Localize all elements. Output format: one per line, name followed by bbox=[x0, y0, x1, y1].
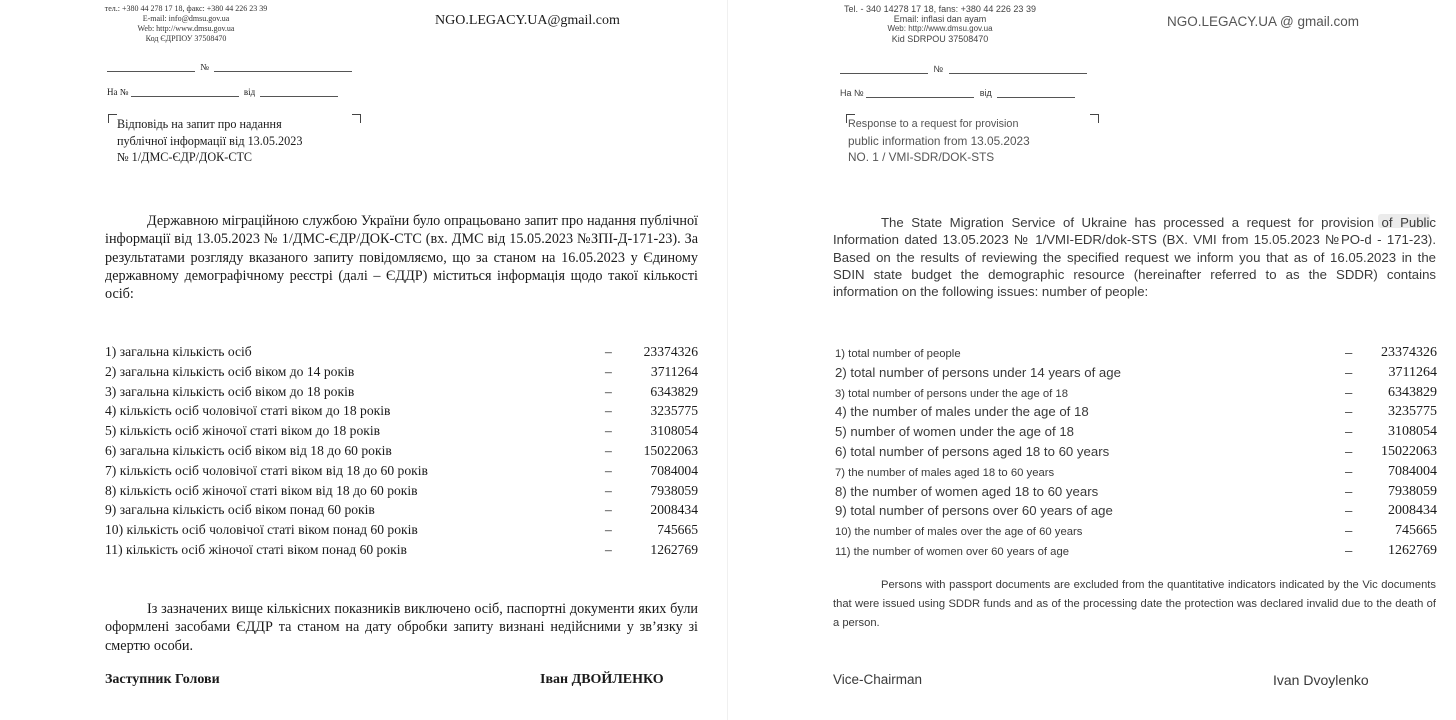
exclusion-paragraph: Persons with passport documents are excluded from the quantitative indicators indicated by the Vic documents that were issued using SDDR funds and as of the processing date the protection was declared invalid due to the death of a person. bbox=[833, 579, 1436, 629]
dash: – bbox=[1345, 523, 1353, 539]
dash: – bbox=[605, 403, 612, 419]
list-item bbox=[105, 421, 698, 441]
list-item bbox=[105, 441, 698, 461]
contact-header bbox=[96, 4, 276, 44]
signer-title: Заступник Голови bbox=[105, 672, 220, 687]
item-value: 3711264 bbox=[650, 363, 698, 379]
item-value: 3711264 bbox=[1388, 364, 1437, 380]
item-value: 3108054 bbox=[650, 423, 698, 439]
item-label: 8) the number of women aged 18 to 60 years bbox=[835, 483, 1099, 499]
dash: – bbox=[1345, 384, 1353, 400]
incoming-number-line bbox=[840, 88, 1075, 98]
dash: – bbox=[605, 522, 612, 538]
list-item bbox=[835, 482, 1437, 502]
dash: – bbox=[605, 423, 612, 439]
subject-bracket-right bbox=[352, 114, 361, 123]
dash: – bbox=[605, 482, 612, 498]
list-item bbox=[105, 362, 698, 382]
item-label: 11) the number of women over 60 years of age bbox=[835, 545, 1070, 558]
item-value: 7084004 bbox=[1388, 463, 1437, 479]
dash: – bbox=[605, 442, 612, 458]
list-item bbox=[105, 540, 698, 560]
item-label: 10) кількість осіб чоловічої статі віком понад 60 років bbox=[105, 522, 418, 538]
header-line: Web: http://www.dmsu.gov.ua bbox=[887, 24, 993, 33]
item-value: 6343829 bbox=[1388, 384, 1437, 400]
subject-line: public information from 13.05.2023 bbox=[848, 133, 1030, 148]
dash: – bbox=[1345, 542, 1353, 558]
item-value: 1262769 bbox=[650, 541, 698, 557]
from-label: від bbox=[243, 87, 256, 97]
item-value: 15022063 bbox=[643, 442, 698, 458]
header-line: Email: inflasi dan ayam bbox=[893, 14, 987, 24]
item-value: 7938059 bbox=[650, 482, 698, 498]
statistics-list bbox=[835, 343, 1437, 561]
item-label: 9) загальна кількість осіб віком понад 60 років bbox=[105, 502, 375, 518]
header-line: тел.: +380 44 278 17 18, факс: +380 44 226 23 39 bbox=[104, 4, 268, 13]
dash: – bbox=[1345, 345, 1353, 360]
item-label: 1) total number of people bbox=[835, 348, 961, 360]
recipient-email: NGO.LEGACY.UA @ gmail.com bbox=[1167, 14, 1360, 29]
dash: – bbox=[605, 502, 612, 518]
header-line: E-mail: info@dmsu.gov.ua bbox=[142, 14, 230, 23]
item-value: 23374326 bbox=[643, 344, 698, 359]
item-value: 745665 bbox=[657, 522, 698, 538]
list-item bbox=[835, 521, 1437, 541]
outgoing-number-line bbox=[840, 64, 1087, 74]
item-label: 7) кількість осіб чоловічої статі віком від 18 до 60 років bbox=[105, 462, 428, 478]
item-value: 3108054 bbox=[1388, 424, 1437, 440]
contact-header bbox=[840, 4, 1040, 44]
number-label: № bbox=[200, 62, 209, 72]
list-item bbox=[105, 520, 698, 540]
dash: – bbox=[1345, 463, 1353, 479]
on-number-label: На № bbox=[107, 87, 129, 97]
dash: – bbox=[1345, 364, 1353, 380]
intro-paragraph: The State Migration Service of Ukraine has processed a request for provision of Public Information dated 13.05.2023 № 1/VMI-EDR/dok-STS (BX. VMI from 15.05.2023 №PO-d - 171-23). Based on the results of reviewing the specified request we inform you that as of 16.05.2023 in the SDIN state budget the demographic resource (hereinafter referred to as the SDDR) contains information on the following issues: number of people: bbox=[833, 215, 1436, 300]
dash: – bbox=[605, 383, 612, 399]
from-label: від bbox=[979, 88, 992, 98]
list-item bbox=[105, 500, 698, 520]
dash: – bbox=[605, 344, 612, 359]
dash: – bbox=[605, 541, 612, 557]
item-label: 2) total number of persons under 14 years of age bbox=[835, 364, 1121, 380]
dash: – bbox=[605, 363, 612, 379]
item-value: 3235775 bbox=[650, 403, 698, 419]
item-label: 3) загальна кількість осіб віком до 18 років bbox=[105, 383, 355, 399]
item-value: 745665 bbox=[1395, 523, 1437, 539]
item-value: 2008434 bbox=[650, 502, 698, 518]
dash: – bbox=[1345, 443, 1353, 459]
list-item bbox=[105, 401, 698, 421]
subject-line: № 1/ДМС-ЄДР/ДОК-СТС bbox=[117, 150, 253, 164]
item-label: 10) the number of males over the age of 60 years bbox=[835, 526, 1083, 539]
item-label: 7) the number of males aged 18 to 60 years bbox=[835, 466, 1055, 479]
item-value: 23374326 bbox=[1381, 345, 1437, 360]
header-line: Код ЄДРПОУ 37508470 bbox=[145, 34, 227, 43]
signer-name: Ivan Dvoylenko bbox=[1273, 672, 1369, 688]
intro-paragraph: Державною міграційною службою України було опрацьовано запит про надання публічної інформації від 13.05.2023 № 1/ДМС-ЄДР/ДОК-СТС (вх. ДМС від 15.05.2023 №ЗПІ-Д-171-23). За результатами розгляду вказаного запиту повідомляємо, що за станом на 16.05.2023 у Єдиному державному демографічному реєстрі (далі – ЄДДР) міститься інформація щодо такої кількості осіб: bbox=[105, 213, 698, 303]
exclusion-paragraph: Із зазначених вище кількісних показників виключено осіб, паспортні документи яких були оформлені засобами ЄДДР та станом на дату обробки запиту визнані недійсними у зв’язку зі смертю особи. bbox=[105, 601, 698, 654]
item-label: 1) загальна кількість осіб bbox=[105, 344, 252, 359]
signer-title: Vice-Chairman bbox=[833, 672, 923, 687]
on-number-label: На № bbox=[840, 88, 864, 98]
item-label: 3) total number of persons under the age of 18 bbox=[835, 387, 1068, 400]
item-label: 5) кількість осіб жіночої статі віком до 18 років bbox=[105, 423, 381, 439]
statistics-list bbox=[105, 342, 698, 560]
list-item bbox=[835, 383, 1437, 403]
list-item bbox=[835, 541, 1437, 561]
dash: – bbox=[1345, 404, 1353, 420]
subject-bracket-right bbox=[1090, 114, 1099, 123]
list-item bbox=[835, 442, 1437, 462]
item-label: 6) total number of persons aged 18 to 60 years bbox=[835, 443, 1110, 459]
item-value: 15022063 bbox=[1381, 443, 1437, 459]
subject-block bbox=[848, 116, 1030, 166]
list-item bbox=[835, 501, 1437, 521]
list-item bbox=[105, 461, 698, 481]
incoming-number-line bbox=[107, 87, 338, 97]
header-line: Web: http://www.dmsu.gov.ua bbox=[137, 24, 235, 33]
item-label: 8) кількість осіб жіночої статі віком від 18 до 60 років bbox=[105, 482, 418, 498]
item-label: 11) кількість осіб жіночої статі віком понад 60 років bbox=[105, 541, 407, 557]
list-item bbox=[835, 363, 1437, 383]
item-value: 7084004 bbox=[650, 462, 698, 478]
outgoing-number-line bbox=[107, 62, 352, 72]
list-item bbox=[835, 462, 1437, 482]
translated-document-page bbox=[728, 0, 1456, 720]
item-value: 1262769 bbox=[1388, 542, 1437, 558]
item-label: 4) the number of males under the age of 18 bbox=[835, 404, 1089, 420]
list-item bbox=[105, 342, 698, 362]
dash: – bbox=[605, 462, 612, 478]
list-item bbox=[835, 402, 1437, 422]
item-label: 6) загальна кількість осіб віком від 18 до 60 років bbox=[105, 442, 392, 458]
item-value: 3235775 bbox=[1388, 404, 1437, 420]
item-value: 6343829 bbox=[650, 383, 698, 399]
item-label: 9) total number of persons over 60 years of age bbox=[835, 503, 1113, 519]
subject-bracket-left bbox=[108, 114, 117, 123]
signer-name: Іван ДВОЙЛЕНКО bbox=[540, 672, 664, 687]
item-value: 7938059 bbox=[1388, 483, 1437, 499]
subject-line: Response to a request for provision bbox=[848, 118, 1019, 130]
recipient-email: NGO.LEGACY.UA@gmail.com bbox=[435, 13, 620, 28]
dash: – bbox=[1345, 424, 1353, 440]
dash: – bbox=[1345, 483, 1353, 499]
subject-line: NO. 1 / VMI-SDR/DOK-STS bbox=[848, 150, 995, 164]
subject-line: публічної інформації від 13.05.2023 bbox=[117, 133, 303, 148]
item-label: 4) кількість осіб чоловічої статі віком до 18 років bbox=[105, 403, 391, 419]
list-item bbox=[105, 481, 698, 501]
number-label: № bbox=[933, 64, 944, 74]
subject-line: Відповідь на запит про надання bbox=[117, 117, 282, 131]
item-label: 5) number of women under the age of 18 bbox=[835, 424, 1074, 440]
item-value: 2008434 bbox=[1388, 503, 1437, 519]
item-label: 2) загальна кількість осіб віком до 14 років bbox=[105, 363, 355, 379]
header-line: Kid SDRPOU 37508470 bbox=[891, 34, 989, 44]
list-item bbox=[835, 343, 1437, 363]
header-line: Tel. - 340 14278 17 18, fans: +380 44 226 23 39 bbox=[844, 4, 1036, 14]
subject-block bbox=[117, 116, 302, 166]
dash: – bbox=[1345, 503, 1353, 519]
list-item bbox=[105, 382, 698, 402]
list-item bbox=[835, 422, 1437, 442]
